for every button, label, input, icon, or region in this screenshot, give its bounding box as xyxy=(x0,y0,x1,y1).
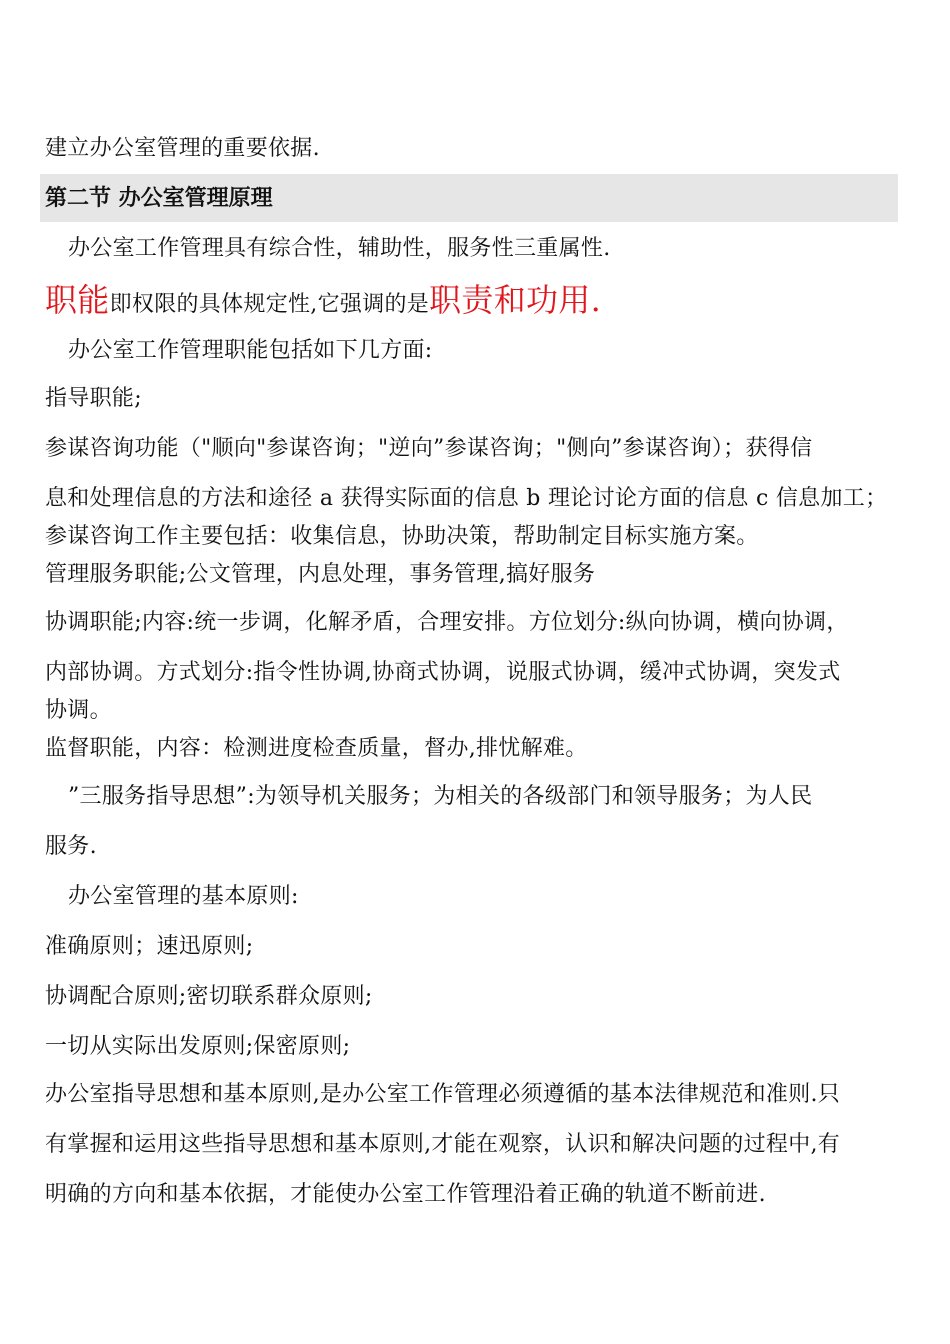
section-heading: 第二节 办公室管理原理 xyxy=(45,186,273,211)
text-line: 有掌握和运用这些指导思想和基本原则,才能在观察，认识和解决问题的过程中,有 xyxy=(45,1132,841,1157)
definition-line xyxy=(45,281,905,321)
text-line: 参谋咨询工作主要包括：收集信息，协助决策，帮助制定目标实施方案。 xyxy=(45,524,759,549)
text-line: 指导职能; xyxy=(45,386,142,411)
text-line: 协调职能;内容:统一步调，化解矛盾，合理安排。方位划分:纵向协调，横向协调， xyxy=(45,610,849,635)
text-line: 内部协调。方式划分:指令性协调,协商式协调，说服式协调，缓冲式协调，突发式 xyxy=(45,660,841,685)
text-line: 明确的方向和基本依据，才能使办公室工作管理沿着正确的轨道不断前进. xyxy=(45,1182,766,1207)
text-line: 办公室管理的基本原则: xyxy=(68,884,299,909)
highlight-term: 职能 xyxy=(45,281,110,319)
text-line: 协调。 xyxy=(45,698,112,723)
text-line: 一切从实际出发原则;保密原则; xyxy=(45,1034,351,1059)
text-line: 协调配合原则;密切联系群众原则; xyxy=(45,984,373,1009)
text-line: 服务. xyxy=(45,834,97,859)
highlight-term: 职责和功用. xyxy=(429,281,602,319)
text-line: 办公室工作管理职能包括如下几方面: xyxy=(68,338,433,363)
text-line: 办公室工作管理具有综合性，辅助性，服务性三重属性. xyxy=(68,236,611,261)
text-line: ”三服务指导思想”:为领导机关服务；为相关的各级部门和领导服务；为人民 xyxy=(68,784,813,809)
text-line: 息和处理信息的方法和途径 a 获得实际面的信息 b 理论讨论方面的信息 c 信息加工； xyxy=(45,486,888,511)
text-line: 建立办公室管理的重要依据. xyxy=(45,136,320,161)
text-line: 办公室指导思想和基本原则,是办公室工作管理必须遵循的基本法律规范和准则.只 xyxy=(45,1082,841,1107)
definition-text: 即权限的具体规定性,它强调的是 xyxy=(109,292,430,317)
text-line: 监督职能，内容：检测进度检查质量，督办,排忧解难。 xyxy=(45,736,588,761)
text-line: 参谋咨询功能（"顺向"参谋咨询；"逆向”参谋咨询；"侧向”参谋咨询）；获得信 xyxy=(45,436,813,461)
text-line: 管理服务职能;公文管理，内息处理，事务管理,搞好服务 xyxy=(45,562,596,587)
text-line: 准确原则；速迅原则; xyxy=(45,934,254,959)
